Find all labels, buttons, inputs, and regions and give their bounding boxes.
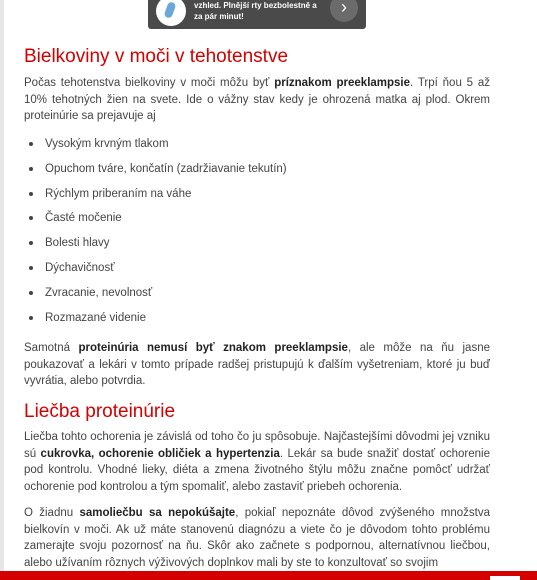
ad-next-arrow-icon[interactable]: ›	[330, 0, 358, 22]
section-heading-treatment: Liečba proteinúrie	[24, 401, 176, 422]
list-item: Opuchom tváre, končatín (zadržiavanie tekutín)	[24, 161, 287, 186]
bottom-sticky-bar[interactable]	[0, 571, 537, 580]
list-item: Dýchavičnosť	[24, 260, 287, 285]
list-item: Vysokým krvným tlakom	[24, 136, 287, 161]
symptom-list	[24, 136, 287, 334]
bottom-bar-button[interactable]	[490, 576, 520, 580]
ad-text: vzhled. Plnější rty bezbolestně a za pár minut!	[194, 1, 317, 21]
proteinuria-note-paragraph: Samotná proteinúria nemusí byť znakom preeklampsie, ale môže na ňu jasne poukazovať a lekári v tomto prípade radšej pristupujú k ďalším vyšetreniam, ktoré ju buď vyvrátia, alebo potvrdia.	[24, 342, 490, 387]
list-item: Časté močenie	[24, 210, 287, 235]
ad-logo-icon	[156, 0, 186, 26]
causes-emphasis: cukrovka, ochorenie obličiek a hypertenzia	[40, 447, 280, 460]
list-item: Rozmazané videnie	[24, 310, 287, 335]
list-item: Bolesti hlavy	[24, 235, 287, 260]
preeclampsia-emphasis: príznakom preeklampsie	[274, 77, 411, 89]
self-treatment-emphasis: samoliečbu sa nepokúšajte	[79, 507, 236, 519]
page-left-border	[0, 0, 4, 580]
ad-banner[interactable]	[148, 0, 366, 29]
section-heading-protein-pregnancy: Bielkoviny v moči v tehotenstve	[24, 46, 289, 67]
list-item: Zvracanie, nevolnosť	[24, 285, 287, 310]
proteinuria-emphasis: proteinúria nemusí byť znakom preeklampsie	[78, 342, 348, 354]
treatment-paragraph: Liečba tohto ochorenia je závislá od toho čo ju spôsobuje. Najčastejšími dôvodmi jej vzniku sú cukrovka, ochorenie obličiek a hypertenzia. Lekár sa bude snažiť dostať ochorenie pod kontrolu. Vhodné lieky, diéta a zmena životného štýlu môžu značne pomôcť udržať ochorenie pod kontrolou a tým spomaliť, alebo zastaviť priebeh ochorenia.	[24, 431, 490, 493]
intro-paragraph: Počas tehotenstva bielkoviny v moči môžu byť príznakom preeklampsie. Trpí ňou 5 až 10% tehotných žien na svete. Ide o vážny stav kedy je ohrozená matka aj plod. Okrem proteinúrie sa prejavuje aj	[24, 77, 490, 122]
self-treatment-paragraph: O žiadnu samoliečbu sa nepokúšajte, pokiaľ nepoznáte dôvod zvýšeného množstva bielkovín v moči. Ak už máte stanovenú diagnózu a viete čo je dôvodom tohto problému zamerajte svoju pozornosť na ňu. Skôr ako začnete s podpornou, alternatívnou liečbou, alebo užívaním rôznych výživových doplnkov mali by ste to konzultovať so svojim	[24, 507, 490, 569]
list-item: Rýchlym priberaním na váhe	[24, 186, 287, 211]
